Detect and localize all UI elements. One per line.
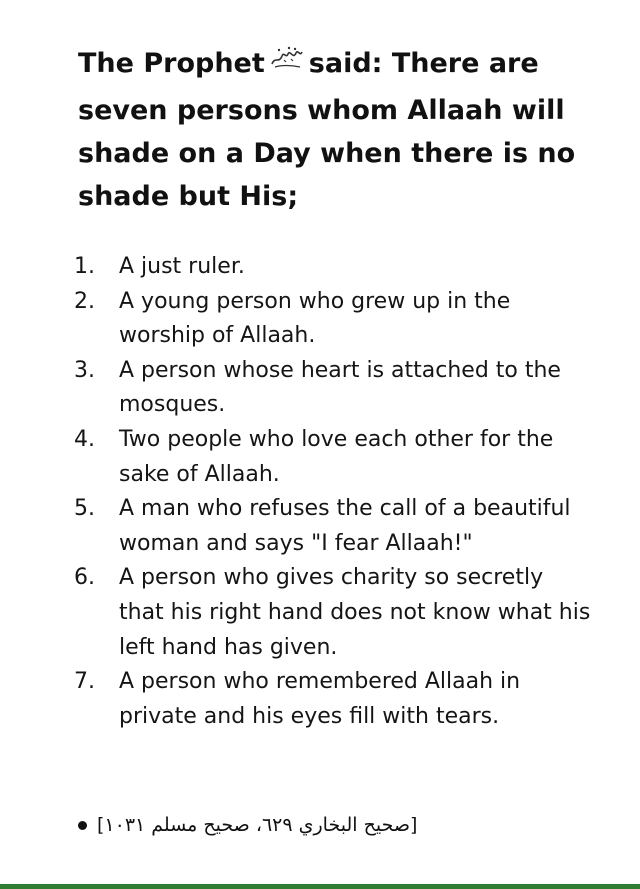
list-item-number: 4. <box>74 426 95 452</box>
heading-text: said: There are seven persons whom Allaah will shade on a Day when there is no shade but His; <box>78 48 576 212</box>
list-item-text: A person who gives charity so secretly that his right hand does not know what his left hand has given. <box>119 565 591 660</box>
bottom-divider <box>0 884 640 889</box>
salawat-calligraphy-icon <box>269 40 305 83</box>
list-item-number: 5. <box>74 496 95 522</box>
list-item <box>74 354 594 423</box>
list-item-number: 3. <box>74 357 95 383</box>
list-item-text: A person whose heart is attached to the mosques. <box>119 357 561 418</box>
list-item-text: A just ruler. <box>119 254 245 279</box>
list-item-number: 1. <box>74 254 95 279</box>
list-item <box>74 665 594 734</box>
citation-text: [صحيح البخاري ٦٢٩، صحيح مسلم ١٠٣١] <box>97 814 418 836</box>
bullet-dot-icon <box>78 821 87 830</box>
list-item-text: A person who remembered Allaah in private and his eyes fill with tears. <box>119 669 521 729</box>
list-item-number: 2. <box>74 288 95 314</box>
list-item-number: 7. <box>74 669 95 695</box>
seven-persons-list <box>74 250 594 734</box>
source-citation <box>78 810 518 840</box>
list-item <box>74 561 594 665</box>
hadith-heading <box>78 40 598 218</box>
list-item <box>74 492 594 561</box>
list-item <box>74 423 594 492</box>
list-item-number: 6. <box>74 565 95 591</box>
heading-prefix: The Prophet <box>78 48 265 79</box>
list-item-text: Two people who love each other for the sake of Allaah. <box>119 426 554 487</box>
list-item <box>74 250 594 285</box>
list-item <box>74 285 594 354</box>
list-item-text: A man who refuses the call of a beautiful woman and says "I fear Allaah!" <box>119 496 571 556</box>
list-item-text: A young person who grew up in the worship of Allaah. <box>119 288 511 349</box>
